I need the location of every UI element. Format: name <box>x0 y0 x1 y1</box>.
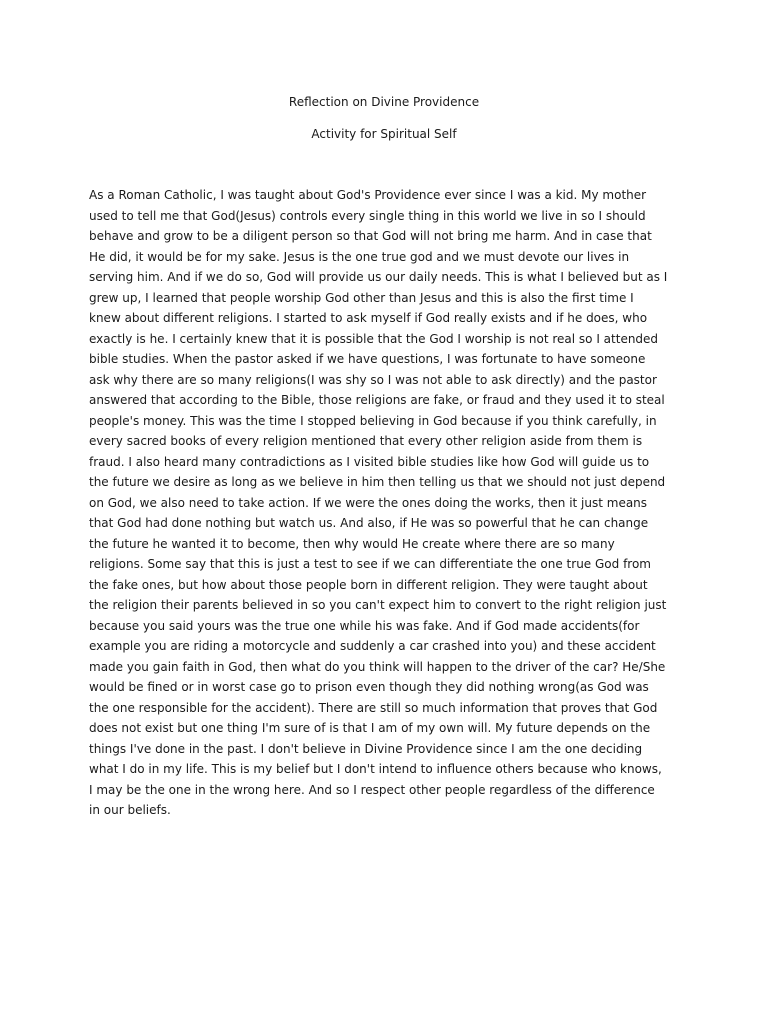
body-line: the religion their parents believed in so you can't expect him to convert to the right religion just <box>89 598 667 612</box>
document-subtitle: Activity for Spiritual Self <box>311 127 457 141</box>
body-line: what I do in my life. This is my belief but I don't intend to influence others because who knows, <box>89 762 662 776</box>
body-line: serving him. And if we do so, God will provide us our daily needs. This is what I believed but as I <box>89 270 668 284</box>
body-line: knew about different religions. I started to ask myself if God really exists and if he does, who <box>89 311 648 325</box>
body-line: that God had done nothing but watch us. And also, if He was so powerful that he can change <box>89 516 649 530</box>
body-line: in our beliefs. <box>89 803 171 817</box>
body-line: example you are riding a motorcycle and suddenly a car crashed into you) and these accident <box>89 639 656 653</box>
body-paragraph <box>89 185 689 821</box>
body-line: bible studies. When the pastor asked if we have questions, I was fortunate to have someone <box>89 352 646 366</box>
body-line: people's money. This was the time I stopped believing in God because if you think carefully, in <box>89 413 657 428</box>
document-title: Reflection on Divine Providence <box>288 95 480 109</box>
body-line: the future he wanted it to become, then why would He create where there are so many <box>89 536 615 551</box>
body-line: answered that according to the Bible, those religions are fake, or fraud and they used it to steal <box>89 393 665 407</box>
body-line: on God, we also need to take action. If we were the ones doing the works, then it just means <box>89 495 648 510</box>
body-line: used to tell me that God(Jesus) controls every single thing in this world we live in so I should <box>89 208 646 223</box>
body-line: the one responsible for the accident). There are still so much information that proves that God <box>89 700 658 715</box>
body-line: ask why there are so many religions(I was shy so I was not able to ask directly) and the pastor <box>89 372 657 387</box>
body-line: does not exist but one thing I'm sure of is that I am of my own will. My future depends on the <box>89 721 651 735</box>
body-line: As a Roman Catholic, I was taught about God's Providence ever since I was a kid. My mother <box>89 188 647 202</box>
body-line: religions. Some say that this is just a test to see if we can differentiate the one true God from <box>89 557 651 571</box>
body-line: because you said yours was the true one while his was fake. And if God made accidents(for <box>89 618 640 633</box>
body-line: every sacred books of every religion mentioned that every other religion aside from them is <box>89 434 643 448</box>
body-line: made you gain faith in God, then what do you think will happen to the driver of the car? He/She <box>89 659 666 674</box>
body-line: behave and grow to be a diligent person so that God will not bring me harm. And in case that <box>89 229 652 243</box>
body-line: fraud. I also heard many contradictions as I visited bible studies like how God will guide us to <box>89 454 650 469</box>
body-line: grew up, I learned that people worship God other than Jesus and this is also the first time I <box>89 290 634 305</box>
body-line: would be fined or in worst case go to prison even though they did nothing wrong(as God was <box>89 680 649 694</box>
body-line: He did, it would be for my sake. Jesus is the one true god and we must devote our lives in <box>89 249 630 264</box>
body-line: things I've done in the past. I don't believe in Divine Providence since I am the one deciding <box>89 741 643 756</box>
body-line: I may be the one in the wrong here. And so I respect other people regardless of the difference <box>89 782 655 797</box>
body-line: exactly is he. I certainly knew that it is possible that the God I worship is not real so I attended <box>89 331 659 346</box>
body-line: the fake ones, but how about those people born in different religion. They were taught about <box>89 577 648 592</box>
body-line: the future we desire as long as we believe in him then telling us that we should not just depend <box>89 475 666 489</box>
